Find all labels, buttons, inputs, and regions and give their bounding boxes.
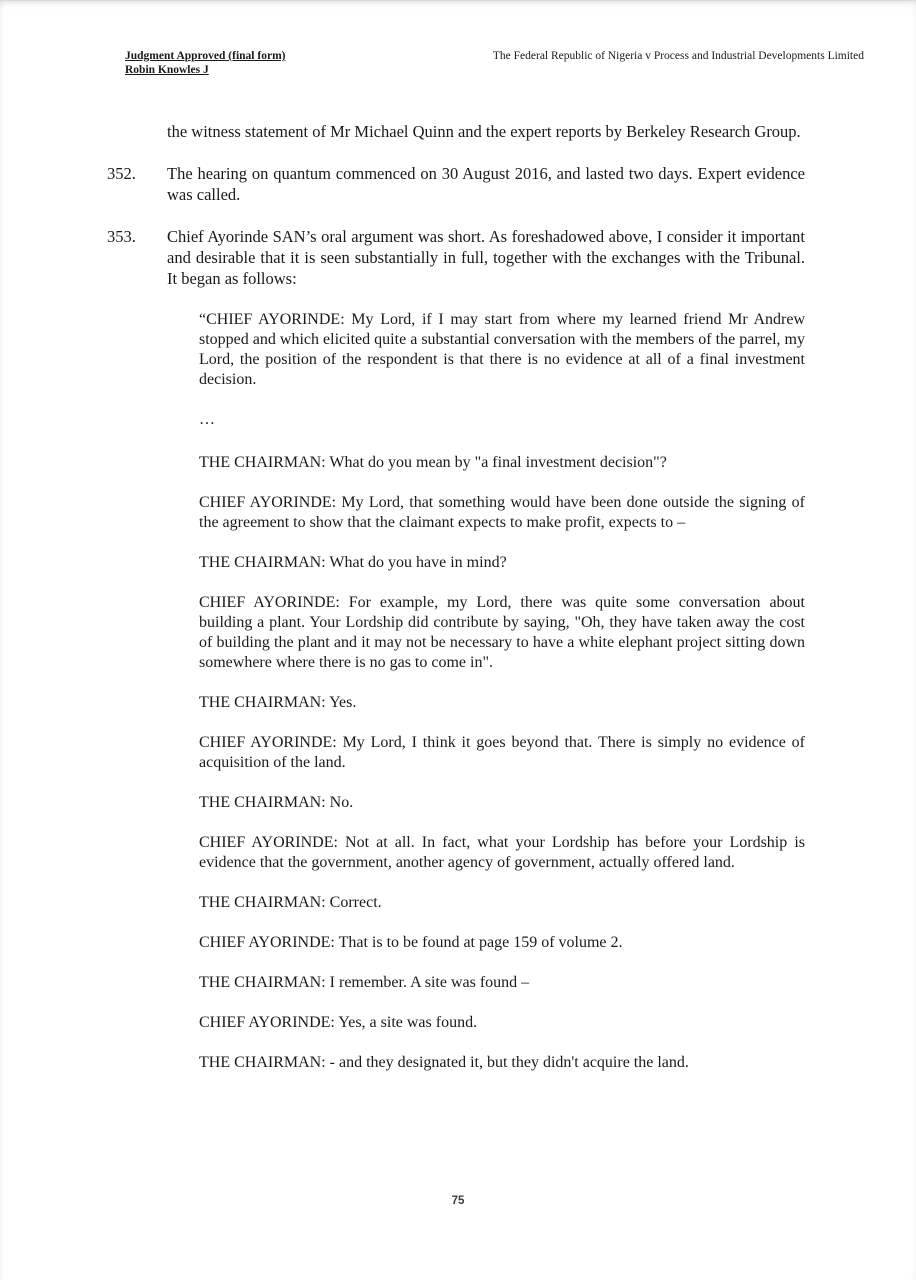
header-case-title: The Federal Republic of Nigeria v Process and Industrial Developments Limited [492, 50, 864, 62]
quote-paragraph: “CHIEF AYORINDE: My Lord, if I may start from where my learned friend Mr Andrew stopped and which elicited quite a substantial conversation with the members of the parrel, my Lord, the position of the respondent is that there is no evidence at all of a final investment decision. [199, 311, 805, 388]
quote-paragraph: CHIEF AYORINDE: My Lord, I think it goes beyond that. There is simply no evidence of acquisition of the land. [199, 734, 805, 771]
paragraph-text: The hearing on quantum commenced on 30 August 2016, and lasted two days. Expert evidence was called. [167, 164, 805, 204]
transcript-quote [107, 310, 805, 1073]
paragraph-number: 352. [107, 164, 136, 183]
quote-paragraph: THE CHAIRMAN: Yes. [199, 694, 357, 711]
quote-paragraph: THE CHAIRMAN: I remember. A site was found – [199, 974, 530, 991]
header-judgment-info [125, 49, 285, 77]
paragraph-text: the witness statement of Mr Michael Quinn and the expert reports by Berkeley Research Group. [167, 122, 801, 141]
quote-paragraph: CHIEF AYORINDE: Yes, a site was found. [199, 1014, 478, 1031]
page-number: 75 [451, 1195, 465, 1207]
page-header [125, 49, 864, 77]
quote-paragraph: CHIEF AYORINDE: My Lord, that something would have been done outside the signing of the agreement to show that the claimant expects to make profit, expects to – [199, 494, 805, 531]
quote-paragraph: CHIEF AYORINDE: That is to be found at page 159 of volume 2. [199, 934, 623, 951]
paragraph-352 [107, 163, 805, 205]
quote-ellipsis: … [199, 411, 218, 428]
header-judge-line: Robin Knowles J [125, 64, 209, 76]
paragraph-text: Chief Ayorinde SAN’s oral argument was short. As foreshadowed above, I consider it important and desirable that it is seen substantially in full, together with the exchanges with the Tribunal. It began as follows: [167, 227, 805, 288]
paragraph-353 [107, 226, 805, 289]
quote-paragraph: THE CHAIRMAN: What do you mean by "a final investment decision"? [199, 454, 667, 471]
paragraph-continuation [107, 121, 805, 142]
header-approval-line: Judgment Approved (final form) [125, 50, 286, 62]
paragraph-number: 353. [107, 227, 136, 246]
quote-paragraph: CHIEF AYORINDE: Not at all. In fact, what your Lordship has before your Lordship is evidence that the government, another agency of government, actually offered land. [199, 834, 805, 871]
quote-paragraph: THE CHAIRMAN: What do you have in mind? [199, 554, 507, 571]
quote-paragraph: THE CHAIRMAN: Correct. [199, 894, 382, 911]
quote-paragraph: THE CHAIRMAN: No. [199, 794, 354, 811]
quote-paragraph: THE CHAIRMAN: - and they designated it, but they didn't acquire the land. [199, 1054, 689, 1071]
judgment-body [107, 121, 805, 1073]
quote-paragraph: CHIEF AYORINDE: For example, my Lord, there was quite some conversation about building a plant. Your Lordship did contribute by saying, "Oh, they have taken away the cost of building the plant and it may not be necessary to have a white elephant project sitting down somewhere where there is no gas to come in". [199, 594, 805, 671]
